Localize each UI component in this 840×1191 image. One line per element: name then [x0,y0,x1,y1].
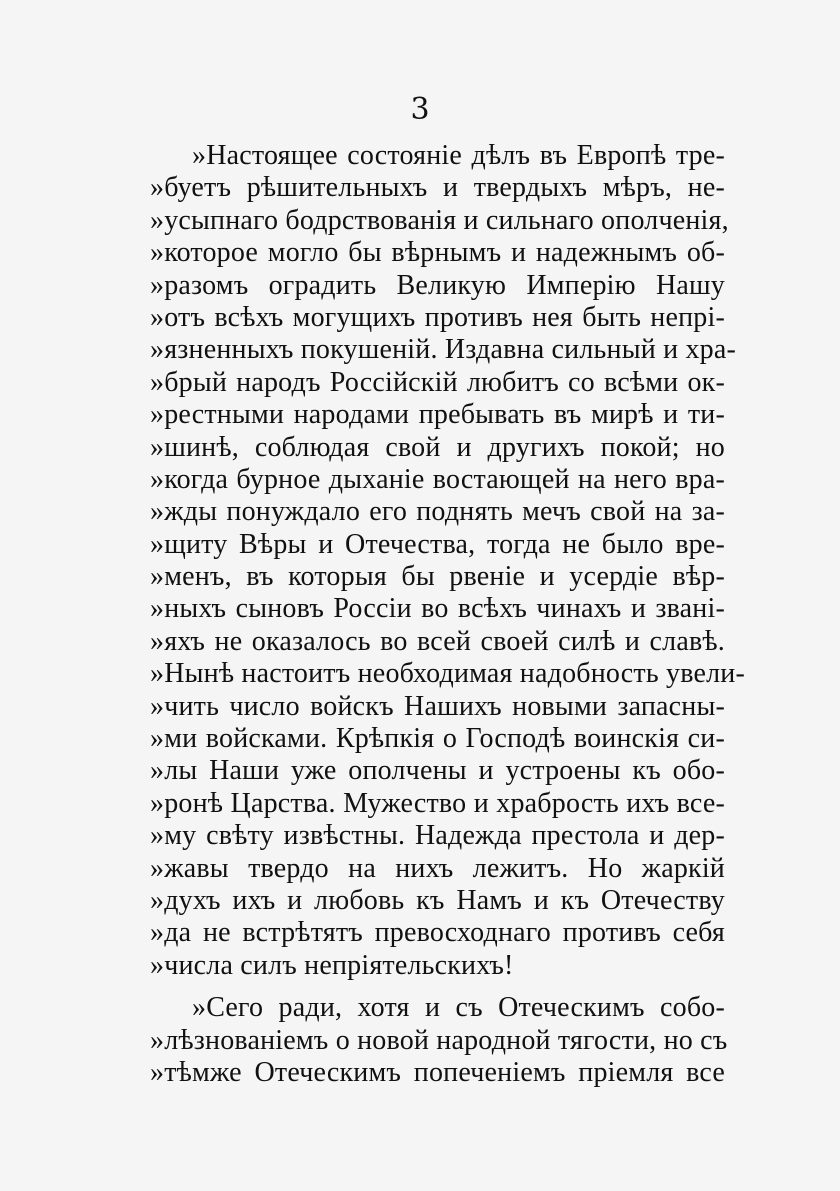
paragraph [150,992,728,1089]
text-line: »рестными народами пребывать въ мирѣ и ти- [150,399,725,431]
text-line: »лѣзнованіемъ о новой народной тягости, но съ [150,1024,728,1056]
text-line: »когда бурное дыханіе востающей на него вра- [150,463,725,495]
text-line: »шинѣ, соблюдая свой и другихъ покой; но [150,431,725,463]
text-line: »му свѣту извѣстны. Надежда престола и дер- [150,820,725,852]
body-text [150,140,745,1089]
text-line: »духъ ихъ и любовь къ Намъ и къ Отечеству [150,884,725,916]
page-number: 3 [410,92,430,127]
text-line: »разомъ оградить Великую Имперію Нашу [150,269,725,301]
text-line: »Сего ради, хотя и съ Отеческимъ собо- [192,992,725,1024]
text-line: »менъ, въ которыя бы рвеніе и усердіе вѣр- [150,561,725,593]
text-line: »ми войсками. Крѣпкія о Господѣ воинскія си- [150,723,725,755]
text-line: »Настоящее состояніе дѣлъ въ Европѣ тре- [192,140,725,171]
text-line: »Нынѣ настоитъ необходимая надобность увели- [150,658,745,690]
text-line: »ронѣ Царства. Мужество и храбрость ихъ все- [150,787,725,819]
text-line: »жды понуждало его поднять мечъ свой на за- [150,496,725,528]
paragraph [150,140,745,982]
text-line: »брый народъ Россійскій любитъ со всѣми ок- [150,366,725,398]
text-line: »буетъ рѣшительныхъ и твердыхъ мѣръ, не- [150,172,725,204]
paragraph-gap [150,982,725,992]
text-line: »щиту Вѣры и Отечества, тогда не было вре- [150,528,725,560]
text-line: »лы Наши уже ополчены и устроены къ обо- [150,755,725,787]
text-line: »язненныхъ покушеній. Издавна сильный и хра- [150,334,737,366]
text-line: »отъ всѣхъ могущихъ противъ нея быть непрі- [150,301,725,333]
text-line: »которое могло бы вѣрнымъ и надежнымъ об- [150,237,725,269]
text-line: »тѣмже Отеческимъ попеченіемъ пріемля все [150,1056,725,1088]
text-line: »ныхъ сыновъ Россіи во всѣхъ чинахъ и звані- [150,593,725,625]
text-line: »жавы твердо на нихъ лежитъ. Но жаркій [150,852,725,884]
text-line: »усыпнаго бодрствованія и сильнаго ополченія, [150,204,729,236]
text-line: »да не встрѣтятъ превосходнаго противъ себя [150,917,725,949]
text-line: »числа силъ непріятельскихъ! [150,949,514,981]
text-line: »чить число войскъ Нашихъ новыми запасны- [150,690,725,722]
text-line: »яхъ не оказалось во всей своей силѣ и славѣ. [150,625,725,657]
